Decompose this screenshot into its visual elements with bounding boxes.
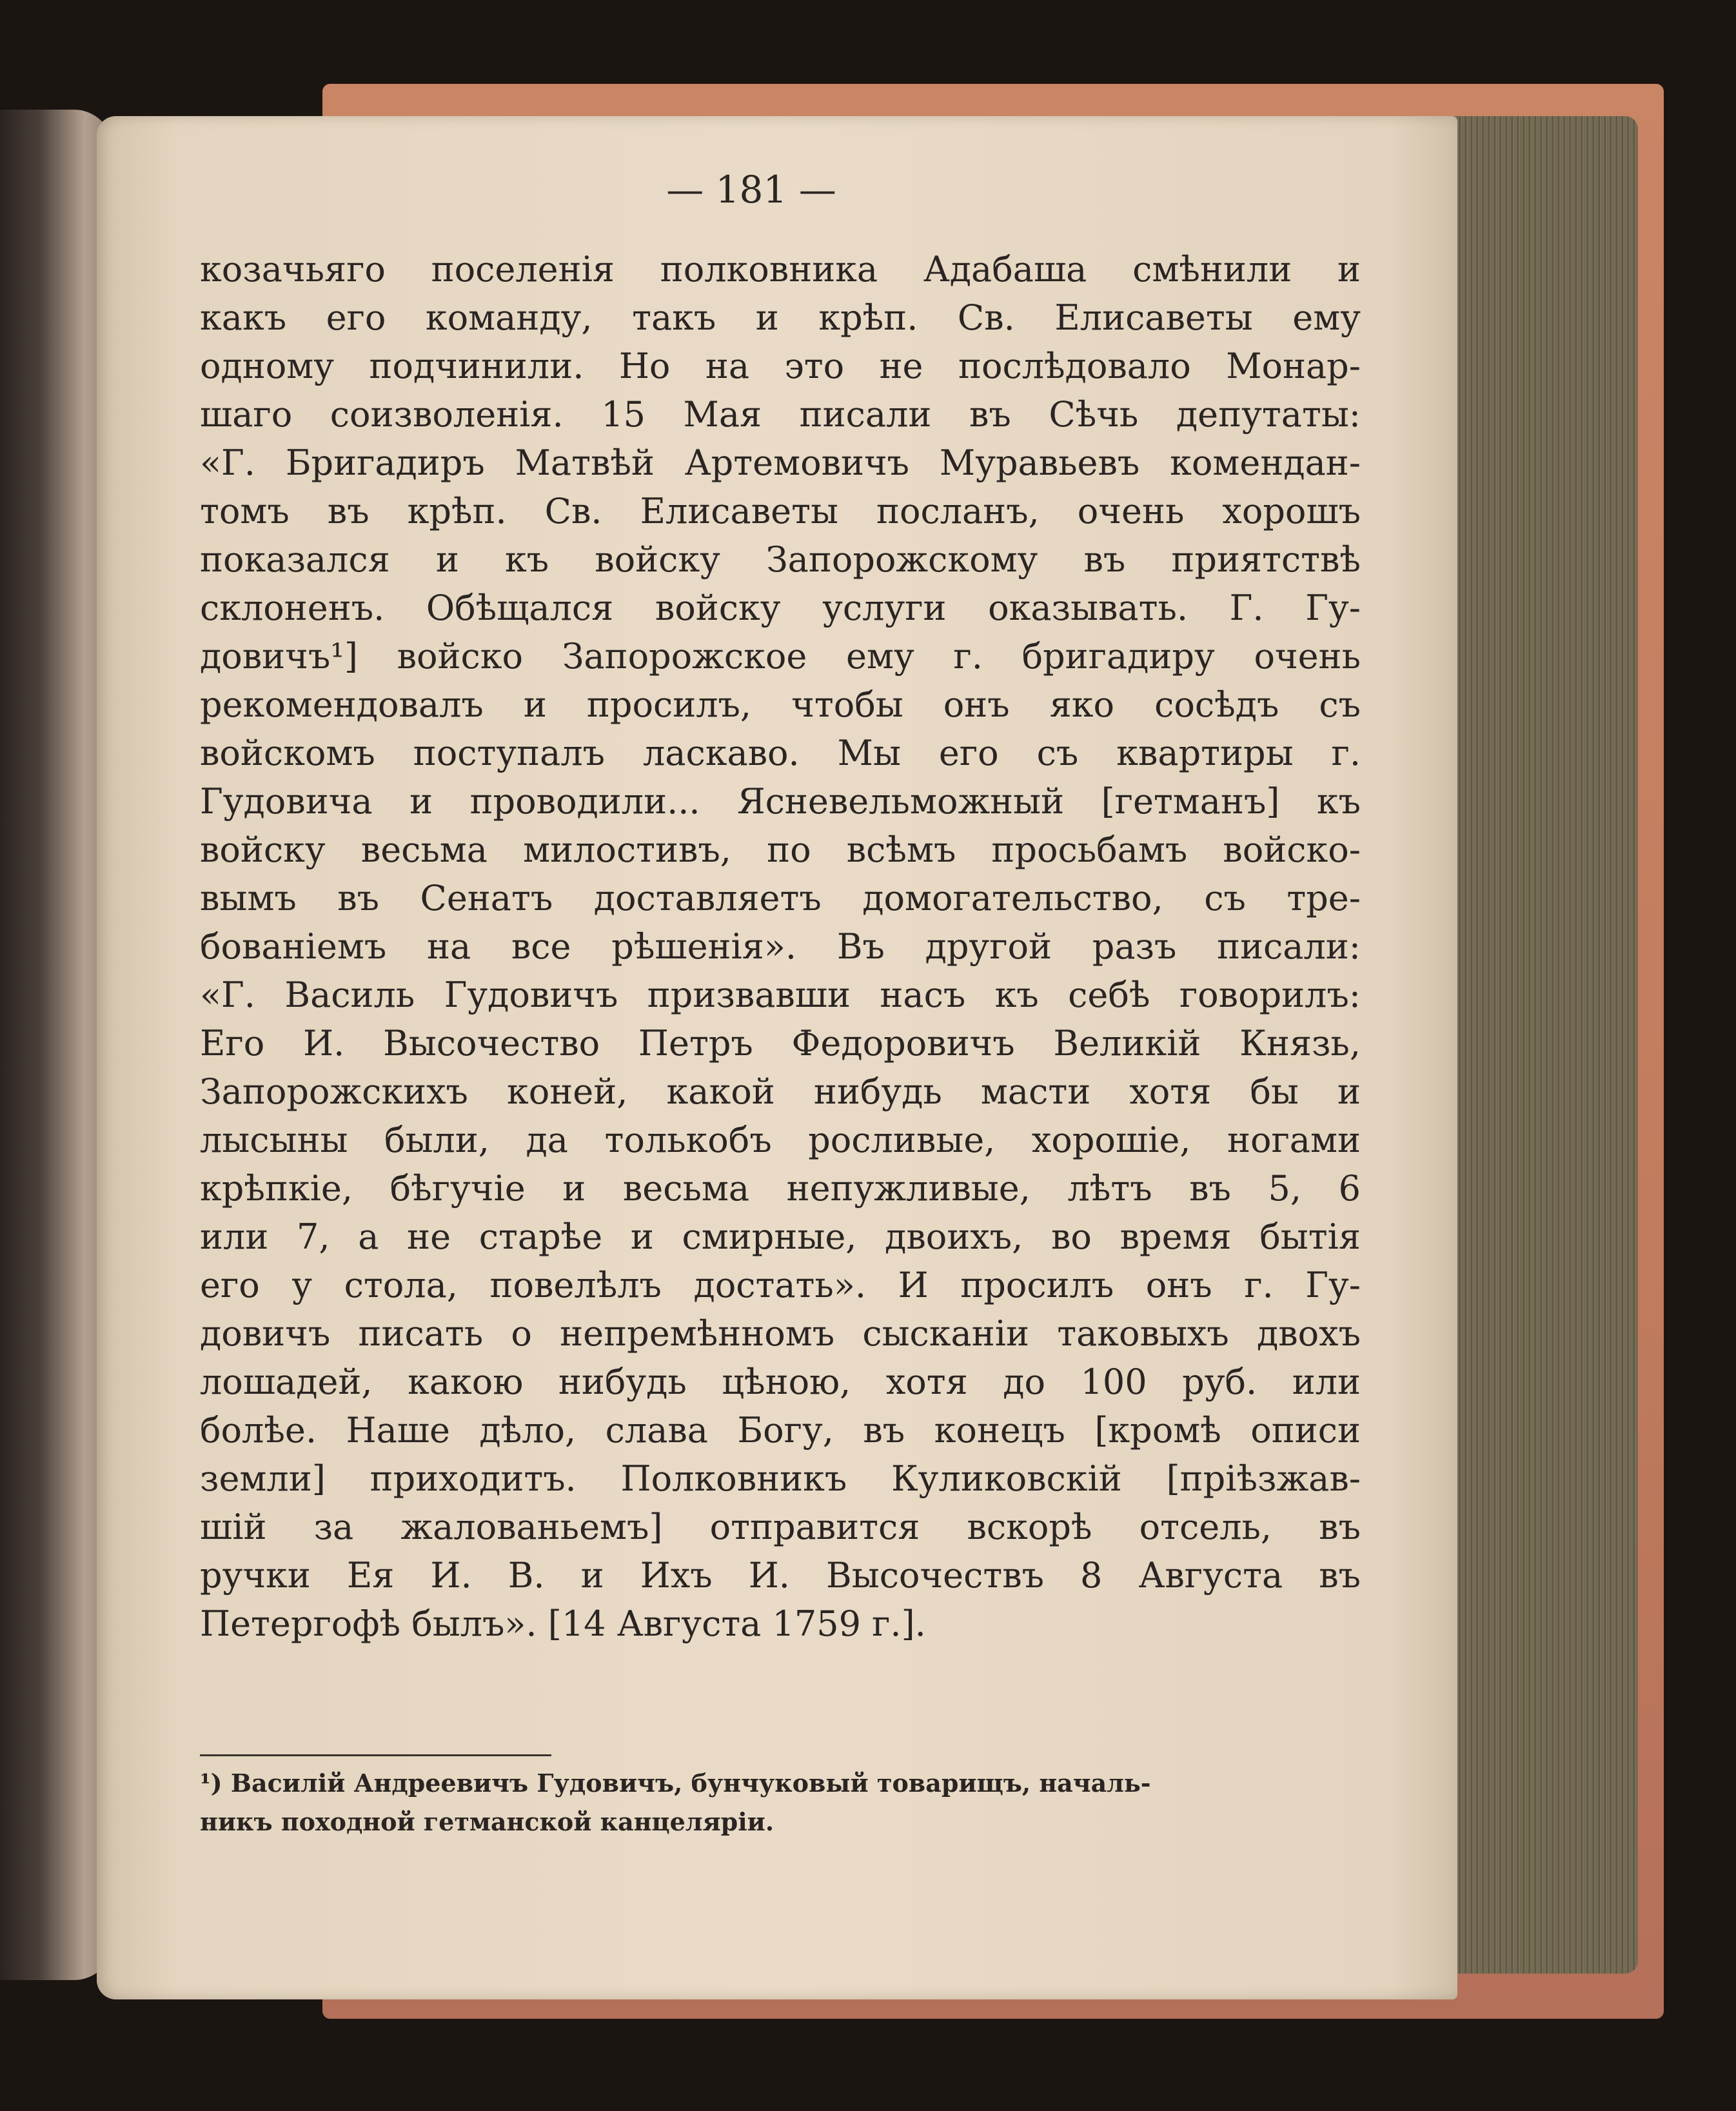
text-line: шій за жалованьемъ] отправится вскорѣ отсель, въ: [200, 1507, 1361, 1547]
text-line: бованіемъ на все рѣшенія». Въ другой разъ писали:: [200, 926, 1361, 967]
footnote-divider: [200, 1754, 551, 1756]
text-line: ручки Ея И. В. и Ихъ И. Высочествъ 8 Августа въ: [200, 1555, 1361, 1596]
text-line: склоненъ. Обѣщался войску услуги оказывать. Г. Гу-: [200, 588, 1361, 628]
text-line: довичъ¹] войско Запорожское ему г. бригадиру очень: [200, 636, 1361, 677]
text-line: козачьяго поселенія полковника Адабаша смѣнили и: [200, 249, 1361, 290]
text-line: крѣпкіе, бѣгучіе и весьма непужливые, лѣтъ въ 5, 6: [200, 1168, 1361, 1209]
text-line: «Г. Василь Гудовичъ призвавши насъ къ себѣ говорилъ:: [200, 975, 1361, 1015]
text-line: Запорожскихъ коней, какой нибудь масти хотя бы и: [200, 1071, 1361, 1112]
left-page-edge: [0, 110, 113, 1980]
text-line: или 7, а не старѣе и смирные, двоихъ, во время бытія: [200, 1216, 1361, 1257]
text-line: рекомендовалъ и просилъ, чтобы онъ яко сосѣдъ съ: [200, 684, 1361, 725]
footnote-line: ¹) Василій Андреевичъ Гудовичъ, бунчуковый товарищъ, началь-: [200, 1769, 1151, 1798]
text-line: его у стола, повелѣлъ достать». И просилъ онъ г. Гу-: [200, 1265, 1361, 1305]
page-body-text: [200, 245, 1361, 1648]
text-line: довичъ писать о непремѣнномъ сысканіи таковыхъ двохъ: [200, 1313, 1361, 1354]
text-line: вымъ въ Сенатъ доставляетъ домогательство, съ тре-: [200, 878, 1361, 918]
text-line: Петергофѣ былъ». [14 Августа 1759 г.].: [200, 1603, 926, 1644]
text-line: Его И. Высочество Петръ Федоровичъ Великій Князь,: [200, 1023, 1361, 1064]
page-number: — 181 —: [666, 168, 836, 212]
text-line: лысыны были, да толькобъ росливые, хорошіе, ногами: [200, 1120, 1361, 1160]
text-line: какъ его команду, такъ и крѣп. Св. Елисаветы ему: [200, 297, 1361, 338]
text-line: земли] приходитъ. Полковникъ Куликовскій [пріѣзжав-: [200, 1458, 1361, 1499]
text-line: Гудовича и проводили... Ясневельможный [гетманъ] къ: [200, 781, 1361, 822]
book-page: [97, 116, 1457, 1999]
page-edges: [1445, 116, 1638, 1974]
text-line: показался и къ войску Запорожскому въ приятствѣ: [200, 539, 1361, 580]
text-line: болѣе. Наше дѣло, слава Богу, въ конецъ [кромѣ описи: [200, 1410, 1361, 1451]
text-line: шаго соизволенія. 15 Мая писали въ Сѣчь депутаты:: [200, 394, 1361, 435]
text-line: томъ въ крѣп. Св. Елисаветы посланъ, очень хорошъ: [200, 491, 1361, 531]
text-line: лошадей, какою нибудь цѣною, хотя до 100 руб. или: [200, 1362, 1361, 1402]
footnote: [200, 1764, 1361, 1841]
text-line: «Г. Бригадиръ Матвѣй Артемовичъ Муравьевъ комендан-: [200, 442, 1361, 483]
text-line: войскомъ поступалъ ласкаво. Мы его съ квартиры г.: [200, 733, 1361, 773]
text-line: одному подчинили. Но на это не послѣдовало Монар-: [200, 346, 1361, 386]
footnote-line: никъ походной гетманской канцеляріи.: [200, 1807, 774, 1836]
text-line: войску весьма милостивъ, по всѣмъ просьбамъ войско-: [200, 829, 1361, 870]
